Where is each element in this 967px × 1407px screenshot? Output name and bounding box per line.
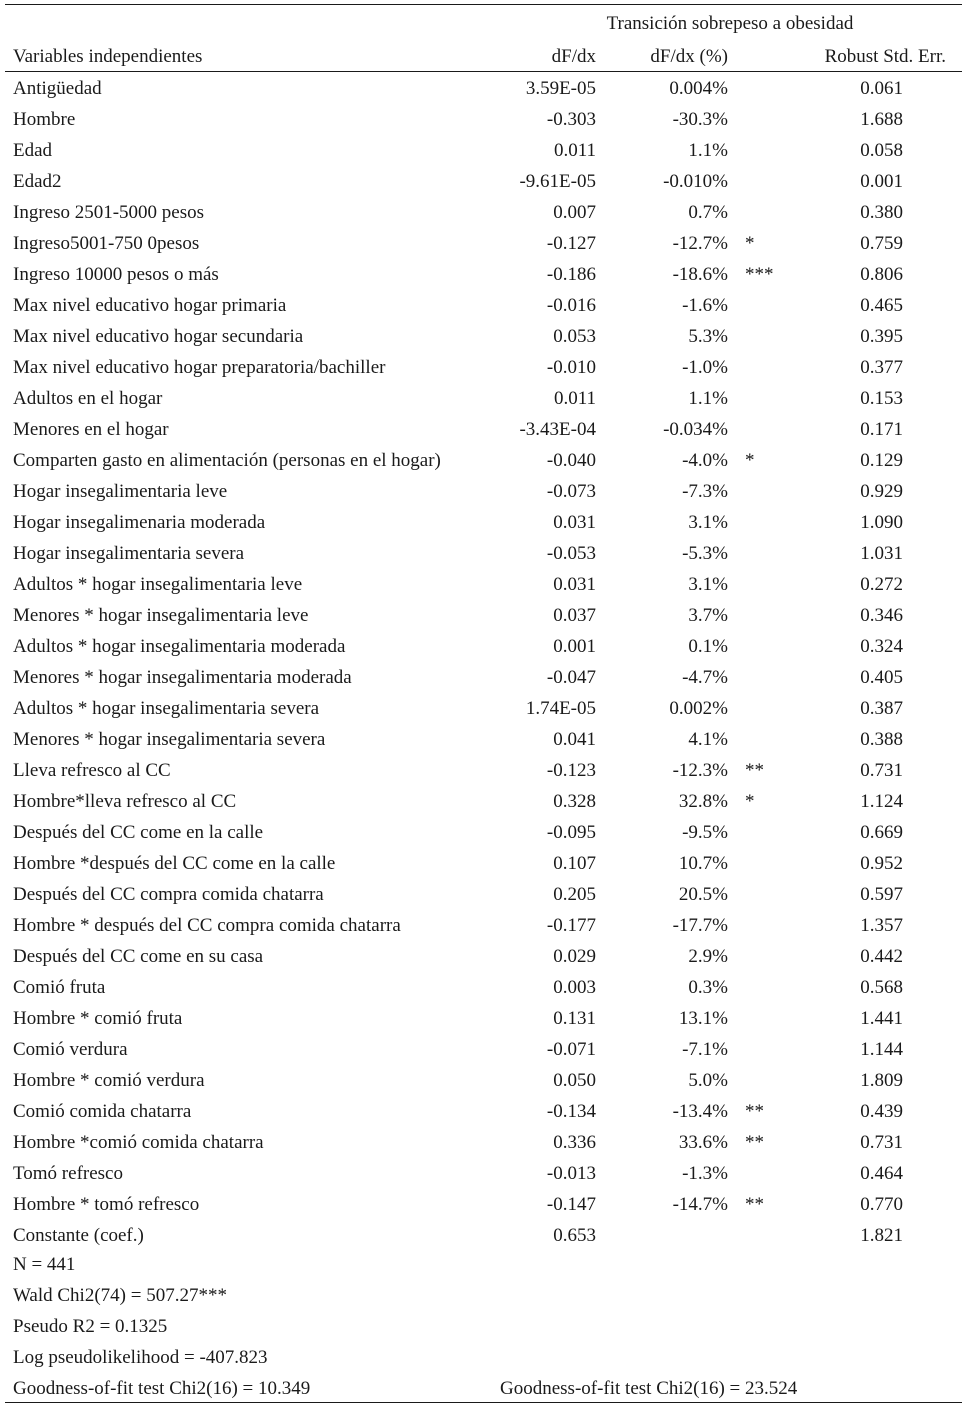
table-row	[0, 972, 967, 1003]
dfdx-pct-cell: 3.1%	[688, 574, 728, 595]
dfdx-cell: -3.43E-04	[519, 419, 596, 440]
variable-cell: Ingreso 2501-5000 pesos	[13, 202, 205, 223]
stat-left: Wald Chi2(74) = 507.27***	[13, 1285, 227, 1306]
table-row	[0, 259, 967, 290]
model-statistics	[0, 1249, 967, 1404]
dfdx-cell: 0.031	[553, 574, 596, 595]
table-row	[0, 1034, 967, 1065]
robust-se-cell: 0.129	[860, 450, 903, 471]
variable-cell: Hogar insegalimentaria leve	[13, 481, 228, 502]
dfdx-cell: -0.177	[546, 915, 596, 936]
table-row	[0, 197, 967, 228]
robust-se-cell: 0.380	[860, 202, 903, 223]
stat-row	[0, 1249, 967, 1280]
table-row	[0, 600, 967, 631]
table-row	[0, 724, 967, 755]
dfdx-pct-cell: 2.9%	[688, 946, 728, 967]
robust-se-cell: 0.731	[860, 760, 903, 781]
dfdx-cell: 0.131	[553, 1008, 596, 1029]
variable-cell: Comió verdura	[13, 1039, 128, 1060]
dfdx-cell: 0.050	[553, 1070, 596, 1091]
stat-left: Goodness-of-fit test Chi2(16) = 10.349	[13, 1378, 311, 1399]
variable-cell: Hombre * comió fruta	[13, 1008, 183, 1029]
table-row	[0, 693, 967, 724]
dfdx-cell: 0.029	[553, 946, 596, 967]
robust-se-cell: 0.568	[860, 977, 903, 998]
variable-cell: Menores en el hogar	[13, 419, 169, 440]
dfdx-pct-cell: 0.002%	[669, 698, 728, 719]
significance-stars: *	[745, 791, 755, 812]
robust-se-cell: 1.144	[860, 1039, 903, 1060]
dfdx-pct-cell: -12.3%	[672, 760, 728, 781]
column-header-dfdx-pct: dF/dx (%)	[650, 46, 728, 67]
table-row	[0, 786, 967, 817]
dfdx-cell: -0.127	[546, 233, 596, 254]
table-row	[0, 1158, 967, 1189]
significance-stars: *	[745, 450, 755, 471]
stat-row	[0, 1373, 967, 1404]
table-row	[0, 1065, 967, 1096]
dfdx-cell: -0.303	[546, 109, 596, 130]
dfdx-pct-cell: -18.6%	[672, 264, 728, 285]
variable-cell: Comió fruta	[13, 977, 106, 998]
variable-cell: Lleva refresco al CC	[13, 760, 171, 781]
dfdx-cell: -9.61E-05	[519, 171, 596, 192]
robust-se-cell: 1.688	[860, 109, 903, 130]
robust-se-cell: 0.395	[860, 326, 903, 347]
dfdx-cell: 0.003	[553, 977, 596, 998]
dfdx-cell: 0.037	[553, 605, 596, 626]
dfdx-pct-cell: -1.0%	[682, 357, 728, 378]
robust-se-cell: 0.153	[860, 388, 903, 409]
variable-cell: Hombre *después del CC come en la calle	[13, 853, 336, 874]
table-row	[0, 1220, 967, 1251]
table-row	[0, 1003, 967, 1034]
dfdx-pct-cell: 33.6%	[678, 1132, 728, 1153]
variable-cell: Hogar insegalimenaria moderada	[13, 512, 266, 533]
dfdx-pct-cell: -17.7%	[672, 915, 728, 936]
variable-cell: Edad	[13, 140, 53, 161]
dfdx-pct-cell: 5.0%	[688, 1070, 728, 1091]
robust-se-cell: 0.731	[860, 1132, 903, 1153]
dfdx-pct-cell: 0.7%	[688, 202, 728, 223]
dfdx-pct-cell: 0.004%	[669, 78, 728, 99]
dfdx-cell: 0.011	[553, 388, 596, 409]
table-row	[0, 104, 967, 135]
table-row	[0, 1189, 967, 1220]
robust-se-cell: 0.806	[860, 264, 903, 285]
dfdx-cell: -0.053	[546, 543, 596, 564]
top-rule	[5, 4, 962, 5]
robust-se-cell: 0.061	[860, 78, 903, 99]
column-header-variable: Variables independientes	[13, 46, 203, 67]
robust-se-cell: 1.357	[860, 915, 903, 936]
table-row	[0, 538, 967, 569]
dfdx-cell: 0.107	[553, 853, 596, 874]
stat-right: Goodness-of-fit test Chi2(16) = 23.524	[500, 1378, 798, 1399]
column-header-robust-se: Robust Std. Err.	[824, 46, 946, 67]
variable-cell: Ingreso 10000 pesos o más	[13, 264, 219, 285]
stat-left: N = 441	[13, 1254, 76, 1275]
dfdx-pct-cell: -9.5%	[682, 822, 728, 843]
variable-cell: Comió comida chatarra	[13, 1101, 192, 1122]
dfdx-cell: 0.053	[553, 326, 596, 347]
robust-se-cell: 1.809	[860, 1070, 903, 1091]
robust-se-cell: 0.952	[860, 853, 903, 874]
variable-cell: Hombre * después del CC compra comida chatarra	[13, 915, 401, 936]
dfdx-pct-cell: 1.1%	[688, 140, 728, 161]
variable-cell: Max nivel educativo hogar primaria	[13, 295, 287, 316]
table-row	[0, 1096, 967, 1127]
table-row	[0, 414, 967, 445]
table-row	[0, 383, 967, 414]
dfdx-cell: 0.011	[553, 140, 596, 161]
variable-cell: Edad2	[13, 171, 62, 192]
table-row	[0, 352, 967, 383]
robust-se-cell: 0.439	[860, 1101, 903, 1122]
table-row	[0, 631, 967, 662]
stat-row	[0, 1280, 967, 1311]
dfdx-cell: 0.653	[553, 1225, 596, 1246]
robust-se-cell: 1.124	[860, 791, 903, 812]
dfdx-pct-cell: -7.1%	[682, 1039, 728, 1060]
robust-se-cell: 0.442	[860, 946, 903, 967]
dfdx-cell: -0.040	[546, 450, 596, 471]
dfdx-pct-cell: -1.6%	[682, 295, 728, 316]
dfdx-pct-cell: -30.3%	[672, 109, 728, 130]
variable-cell: Constante (coef.)	[13, 1225, 144, 1246]
robust-se-cell: 0.346	[860, 605, 903, 626]
dfdx-pct-cell: 4.1%	[688, 729, 728, 750]
variable-cell: Max nivel educativo hogar secundaria	[13, 326, 304, 347]
robust-se-cell: 0.929	[860, 481, 903, 502]
variable-cell: Adultos * hogar insegalimentaria moderada	[13, 636, 346, 657]
robust-se-cell: 0.770	[860, 1194, 903, 1215]
significance-stars: **	[745, 760, 764, 781]
dfdx-cell: -0.134	[546, 1101, 596, 1122]
table-row	[0, 817, 967, 848]
variable-cell: Hombre * tomó refresco	[13, 1194, 200, 1215]
stat-left: Log pseudolikelihood = -407.823	[13, 1347, 268, 1368]
stat-row	[0, 1342, 967, 1373]
variable-cell: Después del CC come en la calle	[13, 822, 264, 843]
dfdx-cell: -0.186	[546, 264, 596, 285]
robust-se-cell: 1.031	[860, 543, 903, 564]
table-row	[0, 476, 967, 507]
table-row	[0, 569, 967, 600]
dfdx-pct-cell: -0.010%	[663, 171, 728, 192]
variable-cell: Adultos * hogar insegalimentaria leve	[13, 574, 303, 595]
bottom-rule	[5, 1402, 962, 1403]
robust-se-cell: 0.464	[860, 1163, 903, 1184]
table-row	[0, 228, 967, 259]
stat-left: Pseudo R2 = 0.1325	[13, 1316, 168, 1337]
dfdx-cell: -0.095	[546, 822, 596, 843]
dfdx-cell: -0.047	[546, 667, 596, 688]
significance-stars: **	[745, 1194, 764, 1215]
robust-se-cell: 0.171	[860, 419, 903, 440]
robust-se-cell: 1.441	[860, 1008, 903, 1029]
table-row	[0, 755, 967, 786]
robust-se-cell: 1.090	[860, 512, 903, 533]
robust-se-cell: 0.405	[860, 667, 903, 688]
variable-cell: Adultos * hogar insegalimentaria severa	[13, 698, 320, 719]
table-row	[0, 1127, 967, 1158]
variable-cell: Hombre * comió verdura	[13, 1070, 205, 1091]
robust-se-cell: 0.377	[860, 357, 903, 378]
robust-se-cell: 0.759	[860, 233, 903, 254]
table-row	[0, 879, 967, 910]
table-row	[0, 910, 967, 941]
dfdx-pct-cell: -13.4%	[672, 1101, 728, 1122]
table-row	[0, 321, 967, 352]
variable-cell: Comparten gasto en alimentación (personas en el hogar)	[13, 450, 441, 471]
dfdx-cell: 0.031	[553, 512, 596, 533]
variable-cell: Menores * hogar insegalimentaria severa	[13, 729, 326, 750]
significance-stars: ***	[745, 264, 774, 285]
dfdx-cell: 0.001	[553, 636, 596, 657]
dfdx-cell: -0.010	[546, 357, 596, 378]
dfdx-pct-cell: -4.7%	[682, 667, 728, 688]
variable-cell: Después del CC come en su casa	[13, 946, 264, 967]
robust-se-cell: 0.597	[860, 884, 903, 905]
table-row	[0, 135, 967, 166]
dfdx-pct-cell: 5.3%	[688, 326, 728, 347]
dfdx-cell: 3.59E-05	[525, 78, 596, 99]
robust-se-cell: 0.387	[860, 698, 903, 719]
dfdx-pct-cell: -14.7%	[672, 1194, 728, 1215]
table-row	[0, 73, 967, 104]
table-row	[0, 848, 967, 879]
header-rule	[5, 71, 962, 72]
robust-se-cell: 0.001	[860, 171, 903, 192]
variable-cell: Después del CC compra comida chatarra	[13, 884, 324, 905]
robust-se-cell: 0.272	[860, 574, 903, 595]
dfdx-pct-cell: -4.0%	[682, 450, 728, 471]
dfdx-pct-cell: 10.7%	[678, 853, 728, 874]
variable-cell: Tomó refresco	[13, 1163, 123, 1184]
dfdx-pct-cell: -12.7%	[672, 233, 728, 254]
variable-cell: Ingreso5001-750 0pesos	[13, 233, 200, 254]
dfdx-cell: 0.336	[553, 1132, 596, 1153]
dfdx-pct-cell: 20.5%	[678, 884, 728, 905]
variable-cell: Menores * hogar insegalimentaria leve	[13, 605, 309, 626]
dfdx-pct-cell: 3.7%	[688, 605, 728, 626]
dfdx-pct-cell: 3.1%	[688, 512, 728, 533]
variable-cell: Hogar insegalimentaria severa	[13, 543, 245, 564]
table-body	[0, 73, 967, 1251]
dfdx-pct-cell: 0.1%	[688, 636, 728, 657]
dfdx-pct-cell: -1.3%	[682, 1163, 728, 1184]
dfdx-cell: 0.328	[553, 791, 596, 812]
robust-se-cell: 0.388	[860, 729, 903, 750]
significance-stars: **	[745, 1132, 764, 1153]
variable-cell: Hombre	[13, 109, 76, 130]
dfdx-cell: 0.205	[553, 884, 596, 905]
table-row	[0, 166, 967, 197]
column-header-dfdx: dF/dx	[551, 46, 596, 67]
variable-cell: Max nivel educativo hogar preparatoria/bachiller	[13, 357, 386, 378]
group-header: Transición sobrepeso a obesidad	[606, 13, 854, 34]
dfdx-cell: 0.041	[553, 729, 596, 750]
dfdx-pct-cell: 0.3%	[688, 977, 728, 998]
table-row	[0, 290, 967, 321]
table-row	[0, 507, 967, 538]
dfdx-pct-cell: -7.3%	[682, 481, 728, 502]
variable-cell: Menores * hogar insegalimentaria moderada	[13, 667, 352, 688]
significance-stars: *	[745, 233, 755, 254]
dfdx-cell: -0.123	[546, 760, 596, 781]
robust-se-cell: 0.465	[860, 295, 903, 316]
significance-stars: **	[745, 1101, 764, 1122]
dfdx-cell: -0.147	[546, 1194, 596, 1215]
dfdx-pct-cell: -0.034%	[663, 419, 728, 440]
robust-se-cell: 0.058	[860, 140, 903, 161]
dfdx-pct-cell: 13.1%	[678, 1008, 728, 1029]
dfdx-cell: 1.74E-05	[525, 698, 596, 719]
dfdx-cell: 0.007	[553, 202, 596, 223]
robust-se-cell: 1.821	[860, 1225, 903, 1246]
variable-cell: Hombre *comió comida chatarra	[13, 1132, 264, 1153]
variable-cell: Adultos en el hogar	[13, 388, 163, 409]
dfdx-cell: -0.073	[546, 481, 596, 502]
table-row	[0, 662, 967, 693]
table-row	[0, 445, 967, 476]
dfdx-pct-cell: -5.3%	[682, 543, 728, 564]
robust-se-cell: 0.669	[860, 822, 903, 843]
table-row	[0, 941, 967, 972]
stat-row	[0, 1311, 967, 1342]
dfdx-pct-cell: 1.1%	[688, 388, 728, 409]
dfdx-cell: -0.013	[546, 1163, 596, 1184]
robust-se-cell: 0.324	[860, 636, 903, 657]
variable-cell: Antigüedad	[13, 78, 102, 99]
dfdx-pct-cell: 32.8%	[678, 791, 728, 812]
dfdx-cell: -0.071	[546, 1039, 596, 1060]
dfdx-cell: -0.016	[546, 295, 596, 316]
variable-cell: Hombre*lleva refresco al CC	[13, 791, 237, 812]
